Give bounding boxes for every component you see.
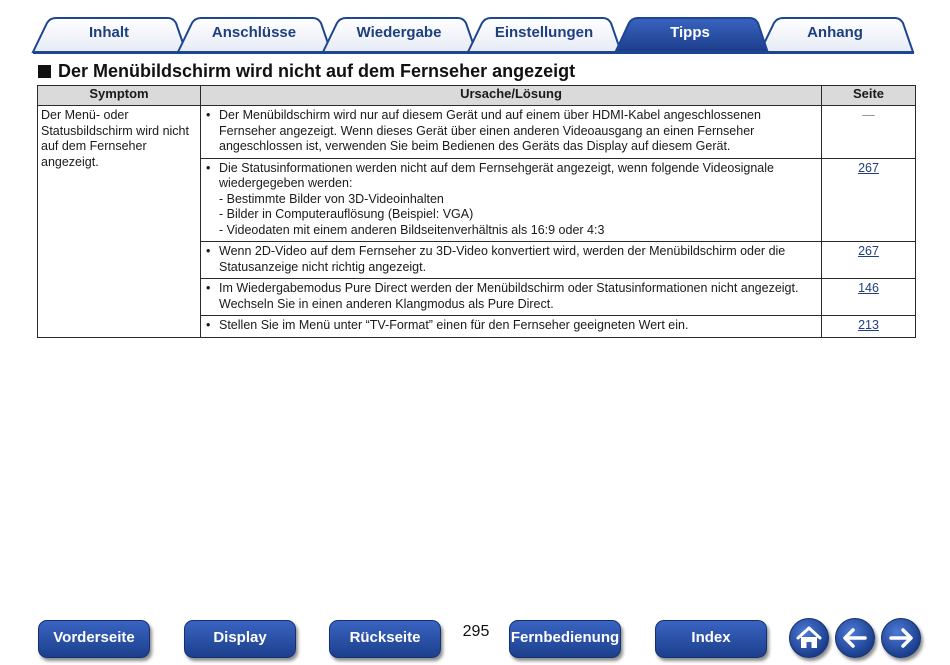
tab-anhang[interactable]: Anhang	[807, 24, 863, 41]
page-link[interactable]: 146	[858, 281, 879, 295]
page-cell	[822, 279, 916, 316]
front-panel-button[interactable]: Vorderseite	[38, 620, 150, 658]
bullet: •	[206, 318, 211, 332]
page-cell	[822, 242, 916, 279]
symptom-cell: Der Menü- oder Statusbildschirm wird nicht auf dem Fernseher angezeigt.	[38, 106, 201, 338]
previous-page-button[interactable]	[835, 618, 875, 658]
section-title: Der Menübildschirm wird nicht auf dem Fernseher angezeigt	[58, 61, 576, 81]
page-link[interactable]: 213	[858, 318, 879, 332]
home-button[interactable]	[789, 618, 829, 658]
header-page: Seite	[822, 86, 916, 106]
section-heading	[38, 61, 575, 82]
display-button[interactable]: Display	[184, 620, 296, 658]
troubleshooting-table	[37, 85, 916, 338]
tab-inhalt[interactable]: Inhalt	[89, 24, 129, 41]
tab-anschluesse[interactable]: Anschlüsse	[211, 24, 297, 41]
header-symptom: Symptom	[38, 86, 201, 106]
table-row	[38, 106, 916, 159]
cause-text: Stellen Sie im Menü unter “TV-Format” einen für den Fernseher geeigneten Wert ein.	[219, 318, 689, 332]
page-ref-none: —	[862, 108, 875, 122]
page-cell	[822, 106, 916, 159]
page-cell	[822, 316, 916, 338]
tab-tipps[interactable]: Tipps	[670, 24, 710, 41]
arrow-right-icon	[882, 619, 920, 657]
top-tab-bar	[0, 0, 950, 56]
tab-einstellungen[interactable]: Einstellungen	[494, 24, 594, 41]
header-cause: Ursache/Lösung	[201, 86, 822, 106]
bullet: •	[206, 281, 211, 295]
page-number: 295	[462, 623, 490, 640]
page-link[interactable]: 267	[858, 160, 879, 175]
bullet: •	[206, 108, 211, 122]
bottom-navigation	[0, 610, 950, 665]
cause-cell	[201, 242, 822, 279]
tab-wiedergabe[interactable]: Wiedergabe	[356, 24, 442, 41]
rear-panel-button[interactable]: Rückseite	[329, 620, 441, 658]
index-button[interactable]: Index	[655, 620, 767, 658]
cause-text: Der Menübildschirm wird nur auf diesem Gerät und auf einem über HDMI-Kabel angeschlossenen Fernseher angezeigt. Wenn dieses Gerät über einen anderen Videoausgang an einen Fernseher angeschlossen ist, verwenden Sie beim Bedienen des Geräts das Display auf diesem Gerät.	[219, 108, 761, 153]
arrow-left-icon	[836, 619, 874, 657]
square-bullet-icon	[38, 65, 51, 78]
cause-text: Wenn 2D-Video auf dem Fernseher zu 3D-Video konvertiert wird, werden der Menübildschirm oder die Statusanzeige nicht richtig angezeigt.	[219, 244, 786, 274]
remote-control-button[interactable]: Fernbedienung	[509, 620, 621, 658]
cause-cell	[201, 279, 822, 316]
table-header-row	[38, 86, 916, 106]
page-link[interactable]: 267	[858, 244, 879, 258]
cause-cell	[201, 158, 822, 242]
bullet: •	[206, 244, 211, 258]
cause-text: Im Wiedergabemodus Pure Direct werden der Menübildschirm oder Statusinformationen nicht angezeigt. Wechseln Sie in einen anderen Klangmodus als Pure Direct.	[219, 281, 799, 311]
next-page-button[interactable]	[881, 618, 921, 658]
bullet: •	[206, 160, 211, 175]
cause-text: Die Statusinformationen werden nicht auf dem Fernsehgerät angezeigt, wenn folgende Videosignale wiedergegeben werden: - Bestimmte Bilder von 3D-Videoinhalten - Bilder in Computerauflösung (Beispiel: VGA) - Videodaten mit einem anderen Bildseitenverhältnis als 16:9 oder 4:3	[219, 160, 774, 237]
page-cell	[822, 158, 916, 242]
cause-cell	[201, 106, 822, 159]
home-icon	[790, 619, 828, 657]
cause-cell	[201, 316, 822, 338]
